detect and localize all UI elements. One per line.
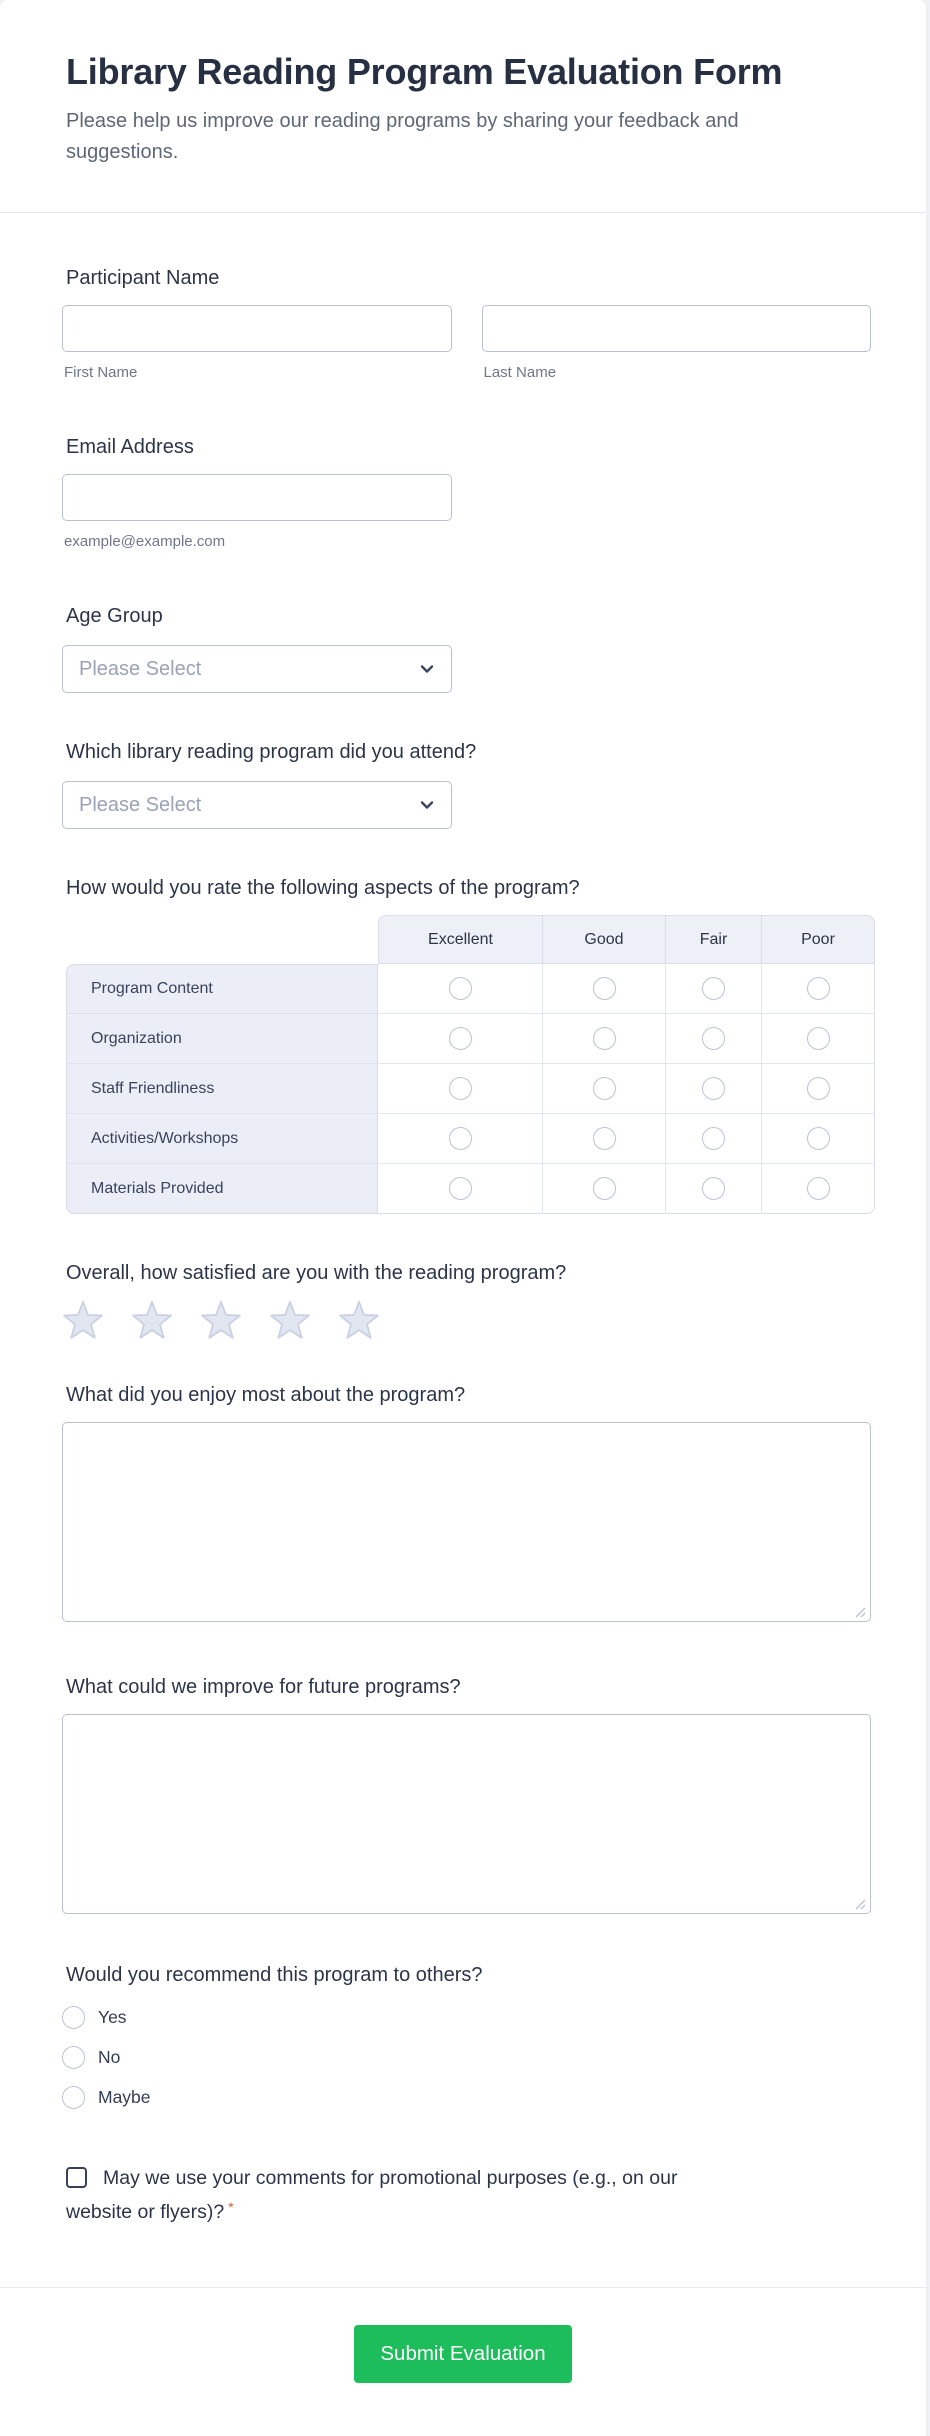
matrix-cell	[762, 1064, 875, 1114]
radio-option-label: No	[98, 2046, 121, 2067]
resize-handle-icon[interactable]	[854, 1605, 866, 1617]
matrix-cell	[378, 1114, 543, 1164]
satisfaction-label: Overall, how satisfied are you with the reading program?	[66, 1262, 567, 1284]
email-label: Email Address	[66, 436, 194, 458]
star-icon	[131, 1300, 173, 1342]
matrix-radio[interactable]	[449, 1127, 472, 1150]
star-icon	[338, 1300, 380, 1342]
matrix-cell	[378, 1064, 543, 1114]
email-sublabel: example@example.com	[64, 533, 226, 550]
star-icon	[269, 1300, 311, 1342]
matrix-radio[interactable]	[702, 977, 725, 1000]
program-select[interactable]	[62, 781, 452, 829]
form-subtitle: Please help us improve our reading programs by sharing your feedback and suggestions.	[66, 110, 739, 163]
resize-handle-icon[interactable]	[854, 1897, 866, 1909]
matrix-corner-cell	[66, 915, 378, 964]
matrix-cell	[666, 1164, 762, 1214]
matrix-row	[66, 1064, 875, 1114]
matrix-radio[interactable]	[807, 1027, 830, 1050]
radio-option-label: Maybe	[98, 2086, 151, 2107]
matrix-radio[interactable]	[593, 977, 616, 1000]
email-input[interactable]	[62, 474, 452, 521]
matrix-cell	[378, 964, 543, 1014]
matrix-table	[66, 915, 875, 1214]
matrix-cell	[378, 1164, 543, 1214]
chevron-down-icon	[418, 796, 436, 814]
matrix-row-label: Organization	[66, 1014, 378, 1064]
last-name-input[interactable]	[482, 305, 872, 352]
age-group-label: Age Group	[66, 605, 163, 627]
consent-checkbox[interactable]	[66, 2167, 87, 2188]
first-name-sublabel: First Name	[64, 364, 138, 381]
form-title: Library Reading Program Evaluation Form	[66, 51, 783, 92]
matrix-row-label: Materials Provided	[66, 1164, 378, 1214]
matrix-label: How would you rate the following aspects of the program?	[66, 877, 580, 899]
improve-textarea[interactable]	[62, 1714, 871, 1914]
last-name-sublabel: Last Name	[483, 364, 557, 381]
matrix-radio[interactable]	[807, 1127, 830, 1150]
enjoy-textarea[interactable]	[62, 1422, 871, 1622]
matrix-radio[interactable]	[593, 1077, 616, 1100]
star-icon	[200, 1300, 242, 1342]
matrix-row-label: Staff Friendliness	[66, 1064, 378, 1114]
matrix-cell	[762, 964, 875, 1014]
matrix-col-good: Good	[543, 915, 666, 964]
field-matrix	[62, 875, 871, 1214]
matrix-col-poor: Poor	[762, 915, 875, 964]
matrix-radio[interactable]	[593, 1027, 616, 1050]
program-label: Which library reading program did you attend?	[66, 741, 477, 763]
matrix-row	[66, 1114, 875, 1164]
matrix-row-label: Activities/Workshops	[66, 1114, 378, 1164]
age-group-select[interactable]	[62, 645, 452, 693]
star-5-button[interactable]	[338, 1300, 380, 1342]
matrix-radio[interactable]	[449, 977, 472, 1000]
field-recommend	[62, 1962, 871, 2110]
matrix-radio[interactable]	[807, 977, 830, 1000]
matrix-cell	[666, 1114, 762, 1164]
matrix-cell	[543, 964, 666, 1014]
matrix-cell	[543, 1014, 666, 1064]
recommend-label: Would you recommend this program to others?	[66, 1964, 483, 1986]
matrix-radio[interactable]	[449, 1077, 472, 1100]
submit-button[interactable]: Submit Evaluation	[354, 2325, 572, 2383]
matrix-radio[interactable]	[449, 1027, 472, 1050]
matrix-radio[interactable]	[807, 1177, 830, 1200]
matrix-col-excellent: Excellent	[378, 915, 543, 964]
matrix-cell	[543, 1164, 666, 1214]
program-placeholder: Please Select	[79, 793, 202, 816]
field-participant-name	[62, 265, 871, 382]
consent-option[interactable]	[66, 2164, 738, 2227]
radio-option-label: Yes	[98, 2006, 127, 2027]
matrix-radio[interactable]	[593, 1127, 616, 1150]
star-2-button[interactable]	[131, 1300, 173, 1342]
matrix-row	[66, 1164, 875, 1214]
field-program	[62, 739, 871, 829]
matrix-radio[interactable]	[807, 1077, 830, 1100]
consent-label-text: May we use your comments for promotional purposes (e.g., on our website or flyers)?	[66, 2167, 678, 2223]
enjoy-textarea-wrap	[62, 1422, 871, 1622]
matrix-row-label: Program Content	[66, 964, 378, 1014]
matrix-cell	[666, 1064, 762, 1114]
submit-row	[0, 2288, 926, 2436]
chevron-down-icon	[418, 660, 436, 678]
first-name-input[interactable]	[62, 305, 452, 352]
star-4-button[interactable]	[269, 1300, 311, 1342]
required-marker: *	[228, 2199, 234, 2215]
star-3-button[interactable]	[200, 1300, 242, 1342]
age-group-placeholder: Please Select	[79, 657, 202, 680]
star-icon	[62, 1300, 104, 1342]
field-email	[62, 434, 871, 551]
matrix-cell	[666, 964, 762, 1014]
radio-option-maybe[interactable]	[62, 2084, 871, 2110]
form-header	[0, 0, 926, 213]
matrix-radio[interactable]	[702, 1127, 725, 1150]
enjoy-label: What did you enjoy most about the program?	[66, 1384, 466, 1406]
radio-button[interactable]	[62, 2046, 85, 2069]
matrix-cell	[543, 1064, 666, 1114]
matrix-radio[interactable]	[702, 1027, 725, 1050]
radio-option-no[interactable]	[62, 2044, 871, 2070]
matrix-row	[66, 1014, 875, 1064]
recommend-options	[62, 2004, 871, 2110]
radio-button[interactable]	[62, 2086, 85, 2109]
field-satisfaction	[62, 1260, 871, 1342]
star-rating	[62, 1300, 871, 1342]
field-improve	[62, 1674, 871, 1914]
matrix-header-row	[66, 915, 875, 964]
form-body	[0, 213, 926, 2227]
matrix-col-fair: Fair	[666, 915, 762, 964]
matrix-radio[interactable]	[593, 1177, 616, 1200]
last-name-col	[482, 305, 872, 382]
radio-option-yes[interactable]	[62, 2004, 871, 2030]
first-name-col	[62, 305, 452, 382]
improve-label: What could we improve for future programs?	[66, 1676, 461, 1698]
field-enjoy	[62, 1382, 871, 1622]
participant-name-label: Participant Name	[66, 267, 220, 289]
field-age-group	[62, 603, 871, 693]
radio-button[interactable]	[62, 2006, 85, 2029]
matrix-cell	[762, 1014, 875, 1064]
matrix-cell	[543, 1114, 666, 1164]
matrix-cell	[666, 1014, 762, 1064]
matrix-cell	[378, 1014, 543, 1064]
name-inputs-row	[62, 305, 871, 382]
star-1-button[interactable]	[62, 1300, 104, 1342]
matrix-cell	[762, 1164, 875, 1214]
matrix-radio[interactable]	[702, 1177, 725, 1200]
matrix-cell	[762, 1114, 875, 1164]
improve-textarea-wrap	[62, 1714, 871, 1914]
matrix-radio[interactable]	[449, 1177, 472, 1200]
field-consent	[62, 2164, 871, 2227]
matrix-row	[66, 964, 875, 1014]
matrix-radio[interactable]	[702, 1077, 725, 1100]
